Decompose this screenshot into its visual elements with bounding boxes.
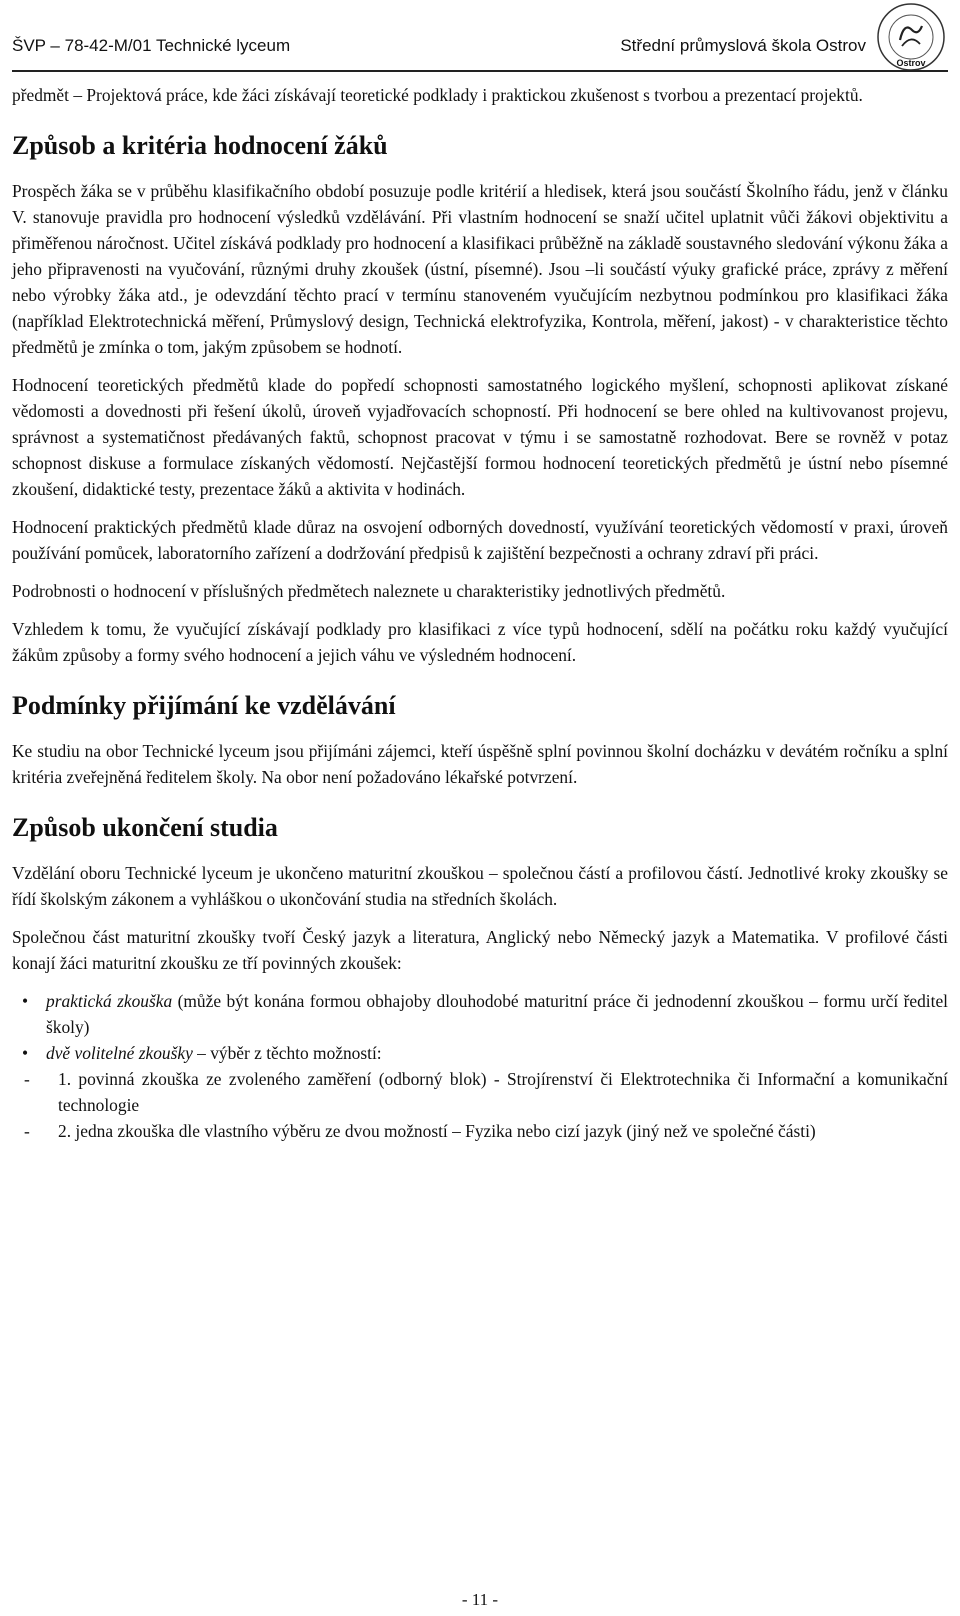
section-heading-admission: Podmínky přijímání ke vzdělávání — [12, 691, 396, 720]
bullet-marker: • — [22, 1043, 29, 1063]
paragraph: Prospěch žáka se v průběhu klasifikačního období posuzuje podle kritérií a hledisek, která jsou součástí Školního řádu, jenž v článku V. stanovuje pravidla pro hodnocení výsledků vzdělávání. Při vlastním hodnocení se snaží učitel uplatnit vůči žákovi objektivitu a přiměřenou náročnost. Učitel získává podklady pro hodnocení a klasifikaci průběžně na základě soustavného sledování výkonu žáka a jeho připravenosti na vyučování, různými druhy zkoušek (ústní, písemné). Jsou –li součástí výuky grafické práce, zprávy z měření nebo výrobky žáka atd., je odevzdání těchto prací v termínu stanoveném vyučujícím nezbytnou podmínkou pro klasifikaci žáka (například Elektrotechnická měření, Průmyslový design, Technická elektrofyzika, Kontrola, měření, jakost) - v charakteristice těchto předmětů je zmínka o tom, jakým způsobem se hodnotí. — [12, 181, 948, 357]
list-item-text: 1. povinná zkouška ze zvoleného zaměření (odborný blok) - Strojírenství či Elektrotechnika či Informační a komunikační technologie — [58, 1069, 948, 1115]
paragraph: Hodnocení praktických předmětů klade důraz na osvojení odborných dovedností, využívání teoretických vědomostí v praxi, úroveň používání pomůcek, laboratorního zařízení a dodržování předpisů k zajištění bezpečnosti a ochrany zdraví při práci. — [12, 517, 948, 563]
school-logo-icon — [874, 0, 948, 74]
paragraph: Podrobnosti o hodnocení v příslušných předmětech naleznete u charakteristiky jednotlivých předmětů. — [12, 581, 726, 601]
paragraph: Hodnocení teoretických předmětů klade do popředí schopnosti samostatného logického myšlení, schopnosti aplikovat získané vědomosti a dovednosti při řešení úkolů, úroveň vyjadřovacích schopností. Při hodnocení se bere ohled na kultivovanost projevu, správnost a systematičnost předávaných faktů, schopnost pracovat v týmu i se samostatně rozhodovat. Bere se rovněž v potaz schopnost diskuse a formulace získaných vědomostí. Nejčastější formou hodnocení teoretických předmětů je ústní nebo písemné zkoušení, didaktické testy, prezentace žáků a aktivita v hodinách. — [12, 375, 948, 499]
document-body — [12, 82, 948, 1144]
section-heading-evaluation: Způsob a kritéria hodnocení žáků — [12, 131, 388, 160]
svg-text:Ostrov: Ostrov — [896, 58, 926, 68]
page-number: - 11 - — [461, 1590, 499, 1609]
paragraph: Společnou část maturitní zkoušky tvoří Český jazyk a literatura, Anglický nebo Německý jazyk a Matematika. V profilové části konají žáci maturitní zkoušku ze tří povinných zkoušek: — [12, 927, 948, 973]
list-item — [12, 988, 948, 1040]
section-heading-completion: Způsob ukončení studia — [12, 813, 278, 842]
page-header — [12, 0, 948, 76]
list-item-term: praktická zkouška — [46, 991, 173, 1011]
paragraph: Ke studiu na obor Technické lyceum jsou přijímáni zájemci, kteří úspěšně splní povinnou školní docházku v devátém ročníku a splní kritéria zveřejněná ředitelem školy. Na obor není požadováno lékařské potvrzení. — [12, 741, 948, 787]
paragraph: Vzhledem k tomu, že vyučující získávají podklady pro klasifikaci z více typů hodnocení, sdělí na počátku roku každý vyučující žákům způsoby a formy svého hodnocení a jejich váhu ve výsledném hodnocení. — [12, 619, 948, 665]
exam-bullet-list — [12, 988, 948, 1066]
header-rule — [12, 70, 948, 72]
school-logo — [874, 0, 948, 74]
intro-paragraph: předmět – Projektová práce, kde žáci získávají teoretické podklady i praktickou zkušenost s tvorbou a prezentací projektů. — [12, 85, 863, 105]
dash-marker: - — [24, 1069, 30, 1089]
paragraph: Vzdělání oboru Technické lyceum je ukončeno maturitní zkouškou – společnou částí a profilovou částí. Jednotlivé kroky zkoušky se řídí školským zákonem a vyhláškou o ukončování studia na středních školách. — [12, 863, 948, 909]
list-item-text: – výběr z těchto možností: — [192, 1043, 382, 1063]
list-item-text: 2. jedna zkouška dle vlastního výběru ze dvou možností – Fyzika nebo cizí jazyk (jiný než ve společné části) — [58, 1121, 816, 1141]
dash-marker: - — [24, 1121, 30, 1141]
list-item-text: (může být konána formou obhajoby dlouhodobé maturitní práce či jednodenní zkouškou – formu určí ředitel školy) — [46, 991, 948, 1037]
exam-option-list — [12, 1066, 948, 1144]
bullet-marker: • — [22, 991, 29, 1011]
list-item — [12, 1066, 948, 1118]
header-program-title: ŠVP – 78-42-M/01 Technické lyceum — [12, 36, 291, 55]
list-item-term: dvě volitelné zkoušky — [46, 1043, 193, 1063]
list-item — [12, 1040, 948, 1066]
list-item — [12, 1118, 948, 1144]
header-school-name: Střední průmyslová škola Ostrov — [620, 36, 866, 55]
